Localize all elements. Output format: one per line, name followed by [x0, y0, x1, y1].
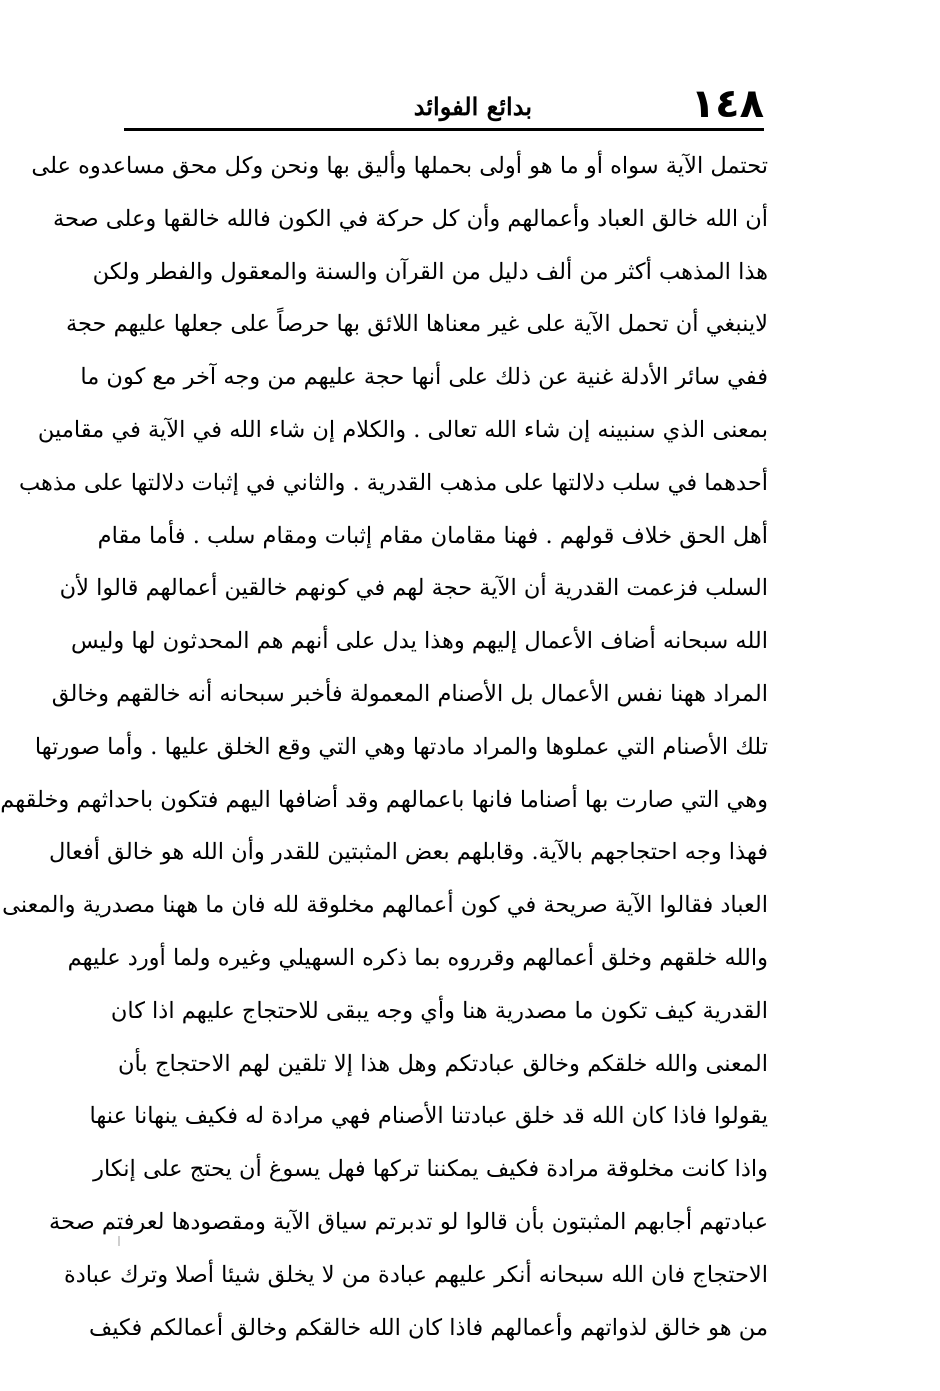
- text-line: أحدهما في سلب دلالتها على مذهب القدرية . والثاني في إثبات دلالتها على مذهب: [18, 469, 768, 496]
- text-line: العباد فقالوا الآية صريحة في كون أعمالهم مخلوقة لله فان ما ههنا مصدرية والمعنى: [2, 892, 768, 919]
- text-line: يقولوا فاذا كان الله قد خلق عبادتنا الأصنام فهي مرادة له فكيف ينهانا عنها: [89, 1103, 768, 1130]
- text-line: تحتمل الآية سواه أو ما هو أولى بحملها وأليق بها ونحن وكل محق مساعدوه على: [31, 153, 768, 179]
- text-line: تلك الأصنام التي عملوها والمراد مادتها وهي التي وقع الخلق عليها . وأما صورتها: [34, 733, 768, 760]
- text-line: أهل الحق خلاف قولهم . فهنا مقامان مقام إثبات ومقام سلب . فأما مقام: [97, 522, 768, 549]
- margin-mark: [118, 1236, 120, 1246]
- text-line: ففي سائر الأدلة غنية عن ذلك على أنها حجة عليهم من وجه آخر مع كون ما: [80, 364, 768, 391]
- text-line: السلب فزعمت القدرية أن الآية حجة لهم في كونهم خالقين أعمالهم قالوا لأن: [59, 575, 768, 602]
- text-line: من هو خالق لذواتهم وأعمالهم فاذا كان الله خالقكم وخالق أعمالكم فكيف: [88, 1314, 768, 1341]
- text-line: عبادتهم أجابهم المثبتون بأن قالوا لو تدبرتم سياق الآية ومقصودها لعرفتم صحة: [49, 1208, 768, 1235]
- text-line: واذا كانت مخلوقة مرادة فكيف يمكننا تركها فهل يسوغ أن يحتج على إنكار: [93, 1156, 768, 1183]
- text-line: الاحتجاج فان الله سبحانه أنكر عليهم عبادة من لا يخلق شيئا أصلا وترك عبادة: [63, 1261, 768, 1288]
- text-line: المراد ههنا نفس الأعمال بل الأصنام المعمولة فأخبر سبحانه أنه خالقهم وخالق: [51, 680, 768, 707]
- text-line: لاينبغي أن تحمل الآية على غير معناها اللائق بها حرصاً على جعلها عليهم حجة: [65, 311, 768, 338]
- page-number: ١٤٨: [690, 81, 764, 127]
- text-line: والله خلقهم وخلق أعمالهم وقرروه بما ذكره السهيلي وغيره ولما أورد عليهم: [67, 944, 768, 971]
- text-line: وهي التي صارت بها أصناما فانها باعمالهم وقد أضافها اليهم فتكون باحداثهم وخلقهم: [0, 786, 768, 813]
- text-line: الله سبحانه أضاف الأعمال إليهم وهذا يدل على أنهم هم المحدثون لها وليس: [71, 628, 768, 655]
- text-line: أن الله خالق العباد وأعمالهم وأن كل حركة في الكون فالله خالقها وعلى صحة: [52, 205, 768, 232]
- text-line: هذا المذهب أكثر من ألف دليل من القرآن والسنة والمعقول والفطر ولكن: [92, 258, 768, 285]
- text-line: فهذا وجه احتجاجهم بالآية. وقابلهم بعض المثبتين للقدر وأن الله هو خالق أفعال: [48, 839, 768, 866]
- page-header: [124, 80, 764, 128]
- text-line: القدرية كيف تكون ما مصدرية هنا وأي وجه يبقى للاحتجاج عليهم اذا كان: [110, 997, 768, 1024]
- text-line: بمعنى الذي سنبينه إن شاء الله تعالى . والكلام إن شاء الله في الآية في مقامين: [37, 416, 768, 443]
- header-rule: [124, 128, 764, 131]
- body-text: [0, 140, 768, 1354]
- running-title: بدائع الفوائد: [413, 92, 532, 121]
- text-line: المعنى والله خلقكم وخالق عبادتكم وهل هذا إلا تلقين لهم الاحتجاج بأن: [118, 1050, 768, 1077]
